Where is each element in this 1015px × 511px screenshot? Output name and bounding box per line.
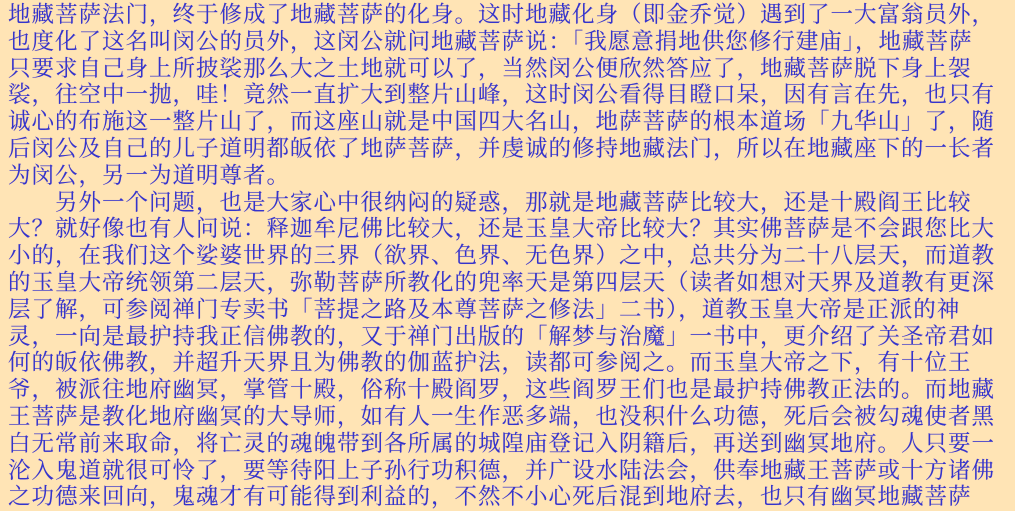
text-line: 也度化了这名叫闵公的员外，这闵公就问地藏菩萨说：「我愿意捐地供您修行建庙」，地藏菩萨 — [8, 28, 973, 55]
text-block — [8, 2, 1011, 511]
text-line: 层了解，可参阅禅门专卖书「菩提之路及本尊菩萨之修法」二书），道教玉皇大帝是正派的神 — [8, 296, 961, 323]
text-line: 何的皈依佛教，并超升天界且为佛教的伽蓝护法，读都可参阅之。而玉皇大帝之下，有十位王 — [8, 350, 972, 377]
text-line: 裟，往空中一抛，哇！竟然一直扩大到整片山峰，这时闵公看得目瞪口呆，因有言在先，也只有 — [8, 82, 996, 109]
text-line: 大？就好像也有人问说：释迦牟尼佛比较大，还是玉皇大帝比较大？其实佛菩萨是不会跟您比大 — [8, 216, 996, 243]
text-line: 只要求自己身上所披裟那么大之土地就可以了，当然闵公便欣然答应了，地藏菩萨脱下身上袈 — [8, 55, 972, 82]
text-line: 后闵公及自己的儿子道明都皈依了地萨菩萨，并虔诚的修持地藏法门，所以在地藏座下的一长者 — [8, 135, 996, 162]
text-line: 王菩萨是教化地府幽冥的大导师，如有人一生作恶多端，也没积什么功德，死后会被勾魂使者黑 — [8, 403, 996, 430]
text-line: 为闵公，另一为道明尊者。 — [8, 162, 291, 189]
text-line: 地藏菩萨法门，终于修成了地藏菩萨的化身。这时地藏化身（即金乔觉）遇到了一大富翁员外， — [8, 2, 996, 28]
text-line: 的玉皇大帝统领第二层天，弥勒菩萨所教化的兜率天是第四层天（读者如想对天界及道教有更深 — [8, 269, 996, 296]
text-line: 小的，在我们这个娑婆世界的三界（欲界、色界、无色界）之中，总共分为二十八层天，而道教 — [8, 243, 996, 270]
text-line: 诚心的布施这一整片山了，而这座山就是中国四大名山，地萨菩萨的根本道场「九华山」了，随 — [8, 109, 996, 136]
text-line: 沦入鬼道就很可怜了，要等待阳上子孙行功积德，并广设水陆法会，供奉地藏王菩萨或十方诸佛 — [8, 457, 996, 484]
text-line: 灵，一向是最护持我正信佛教的，又于禅门出版的「解梦与治魔」一书中，更介绍了关圣帝君如 — [8, 323, 996, 350]
text-line: 白无常前来取命，将亡灵的魂魄带到各所属的城隍庙登记入阴籍后，再送到幽冥地府。人只要一 — [8, 430, 996, 457]
text-line: 另外一个问题，也是大家心中很纳闷的疑惑，那就是地藏菩萨比较大，还是十殿阎王比较 — [8, 189, 972, 216]
text-line: 爷，被派往地府幽冥，掌管十殿，俗称十殿阎罗，这些阎罗王们也是最护持佛教正法的。而地藏 — [8, 377, 996, 404]
text-line: 之功德来回向，鬼魂才有可能得到利益的，不然不小心死后混到地府去，也只有幽冥地藏菩萨 — [8, 484, 972, 511]
